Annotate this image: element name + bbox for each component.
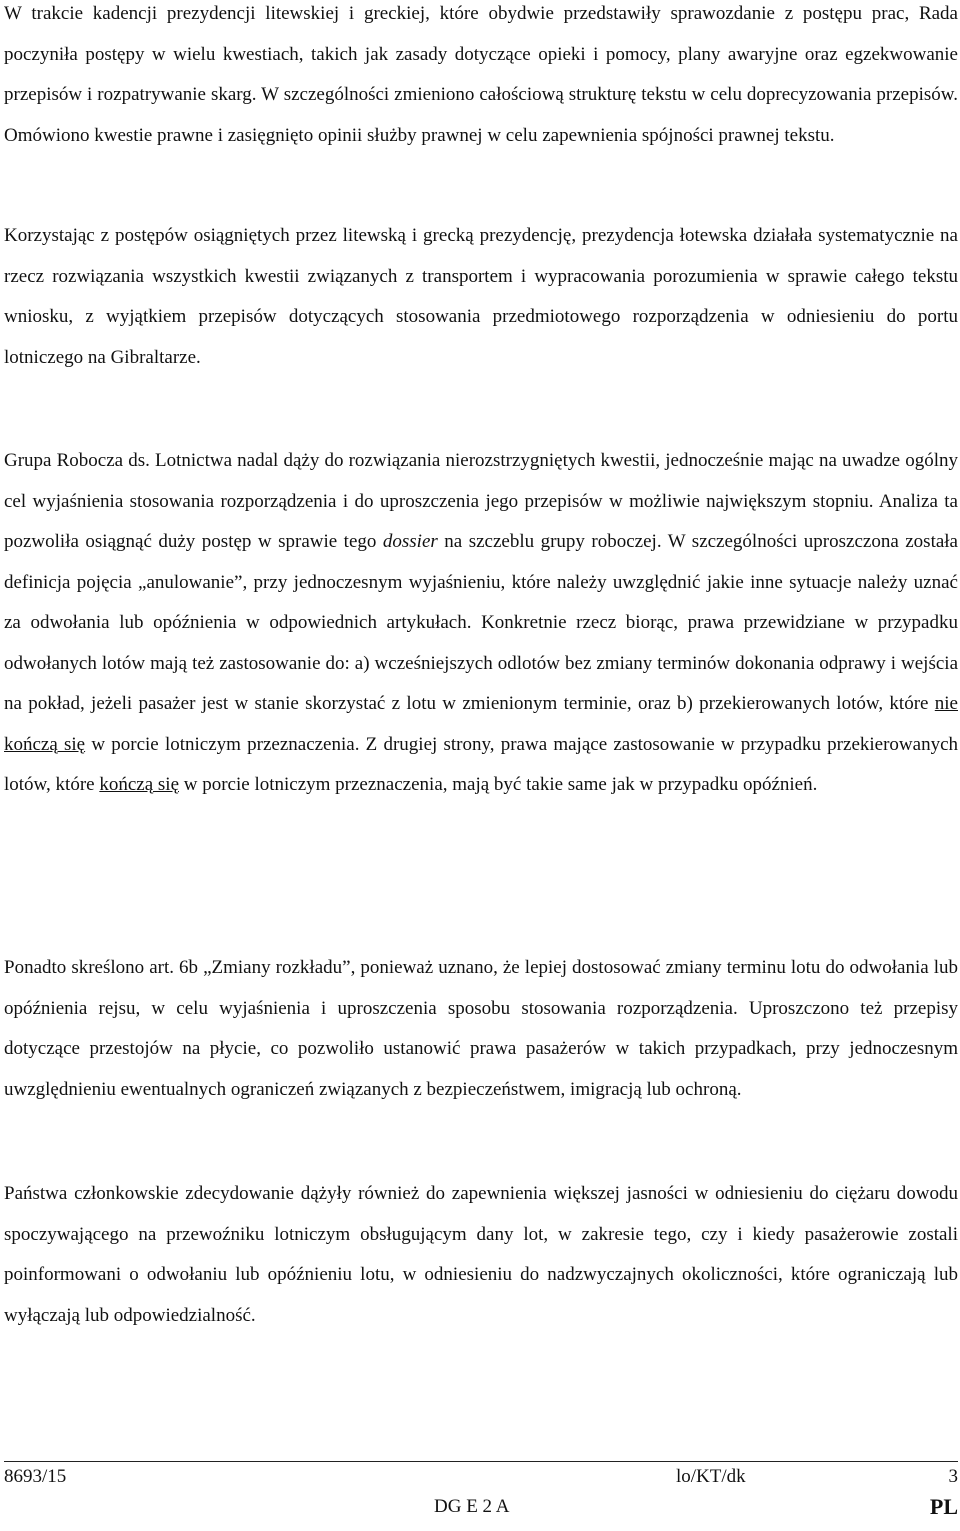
language-code: PL — [929, 1494, 958, 1519]
paragraph-3-part-d: w porcie lotniczym przeznaczenia. Z drugiej strony, prawa mające zastosowanie w przypadku przekierowanych lotów, które — [4, 733, 958, 795]
paragraph-3-part-b: na szczeblu grupy roboczej. W szczególności uproszczona została definicja pojęcia „anulowanie”, przy jednoczesnym wyjaśnieniu, które należy uwzględnić jakie inne sytuacje należy uznać za odwołania lub opóźnienia w odpowiednich artykułach. Konkretnie rzecz biorąc, prawa przewidziane w przypadku odwołanych lotów mają też zastosowanie do: a) wcześniejszych odlotów bez zmiany terminów dokonania odprawy i wejścia na pokład, jeżeli pasażer jest w stanie skorzystać z lotu w zmienionym terminie, oraz b) przekierowanych lotów, które — [4, 531, 958, 714]
footer-divider — [4, 1461, 958, 1462]
underline-koncza-sie-2: kończą się — [99, 774, 179, 795]
document-number: 8693/15 — [4, 1466, 67, 1487]
paragraph-3-part-e: w porcie lotniczym przeznaczenia, mają być takie same jak w przypadku opóźnień. — [179, 774, 818, 795]
underline-nie: nie — [934, 693, 958, 714]
paragraph-1: W trakcie kadencji prezydencji litewskiej i greckiej, które obydwie przedstawiły sprawozdanie z postępu prac, Rada poczyniła postępy w wielu kwestiach, takich jak zasady dotyczące opieki i pomocy, plany awaryjne oraz egzekwowanie przepisów i rozpatrywanie skarg. W szczególności zmieniono całościową strukturę tekstu w celu doprecyzowania przepisów. Omówiono kwestie prawne i zasięgnięto opinii służby prawnej w celu zapewnienia spójności prawnej tekstu. — [4, 3, 958, 146]
paragraph-3-part-a: Grupa Robocza ds. Lotnictwa nadal dąży do rozwiązania nierozstrzygniętych kwestii, jednocześnie mając na uwadze ogólny cel wyjaśnienia stosowania rozporządzenia i do uproszczenia jego przepisów w możliwie największym stopniu. Analiza ta pozwoliła osiągnąć duży postęp w sprawie tego — [4, 450, 958, 552]
initials: lo/KT/dk — [676, 1466, 746, 1487]
directorate: DG E 2 A — [434, 1496, 510, 1517]
paragraph-3-italic: dossier — [382, 531, 438, 552]
page-footer — [4, 1466, 958, 1526]
underline-koncza-sie-1: kończą się — [4, 733, 86, 755]
paragraph-3 — [4, 441, 958, 806]
paragraph-5: Państwa członkowskie zdecydowanie dążyły również do zapewnienia większej jasności w odniesieniu do ciężaru dowodu spoczywającego na przewoźniku lotniczym obsługującym dany lot, w zakresie tego, czy i kiedy pasażerowie zostali poinformowani o odwołaniu lub opóźnieniu lotu, w odniesieniu do nadzwyczajnych okoliczności, które ograniczają lub wyłączają lub odpowiedzialność. — [4, 1183, 958, 1326]
page-number: 3 — [948, 1466, 958, 1487]
paragraph-2: Korzystając z postępów osiągniętych przez litewską i grecką prezydencję, prezydencja łotewska działała systematycznie na rzecz rozwiązania wszystkich kwestii związanych z transportem i wypracowania porozumienia w sprawie całego tekstu wniosku, z wyjątkiem przepisów dotyczących stosowania przedmiotowego rozporządzenia w odniesieniu do portu lotniczego na Gibraltarze. — [4, 225, 958, 368]
paragraph-4: Ponadto skreślono art. 6b „Zmiany rozkładu”, ponieważ uznano, że lepiej dostosować zmiany terminu lotu do odwołania lub opóźnienia rejsu, w celu wyjaśnienia i uproszczenia sposobu stosowania rozporządzenia. Uproszczono też przepisy dotyczące przestojów na płycie, co pozwoliło ustanowić prawa pasażerów w takich przypadkach, przy jednoczesnym uwzględnieniu ewentualnych ograniczeń związanych z bezpieczeństwem, imigracją lub ochroną. — [4, 957, 958, 1100]
